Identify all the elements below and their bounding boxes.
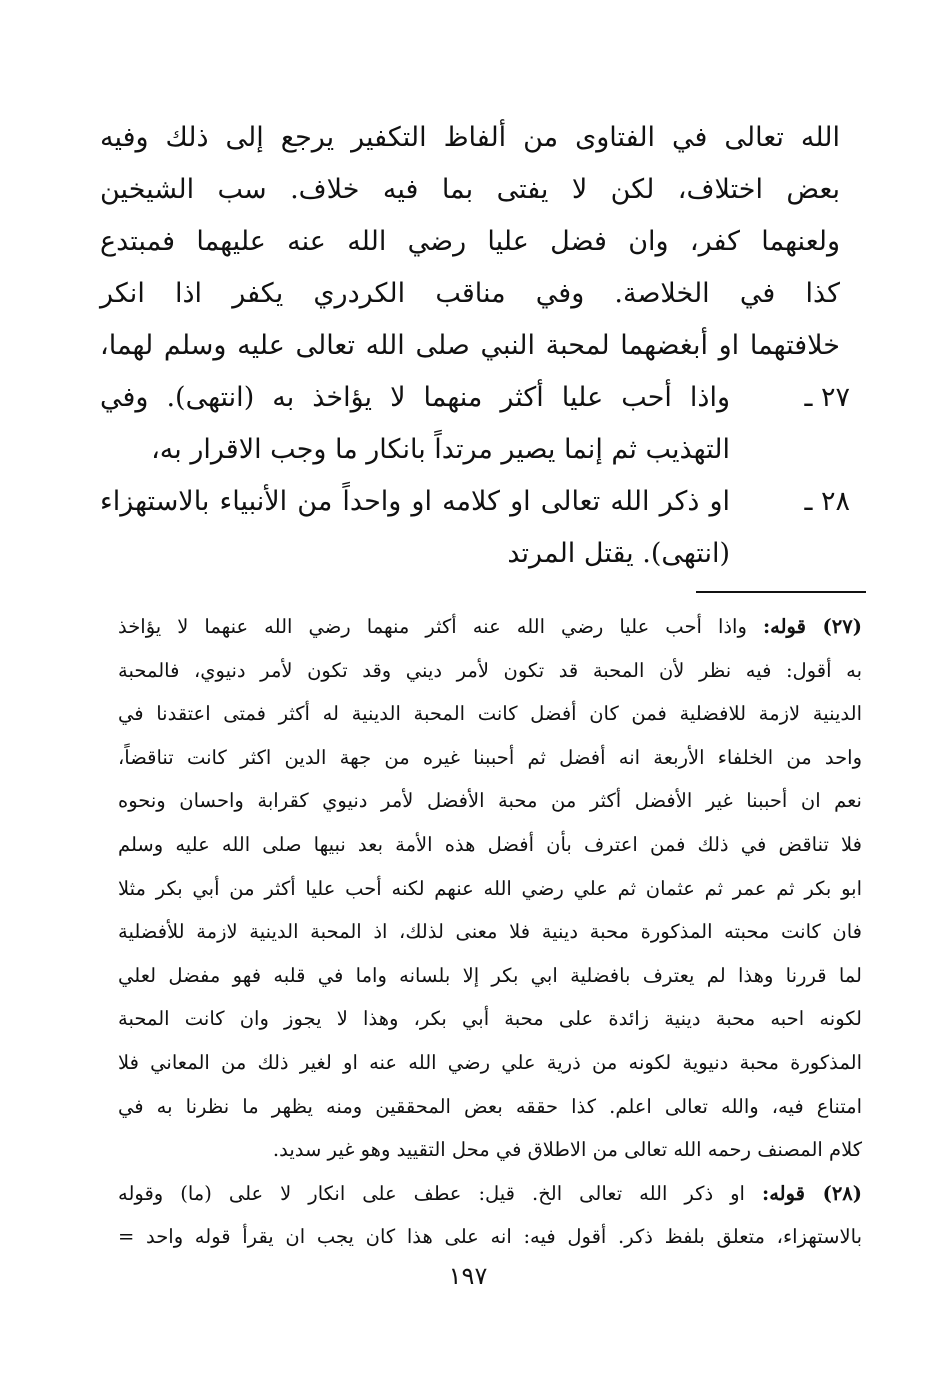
footnote-27-line: واحد من الخلفاء الأربعة انه أفضل ثم أحببنا غيره من جهة الدين اكثر كانت تناقضاً،	[118, 745, 862, 769]
item-27-line-2: التهذيب ثم إنما يصير مرتداً بانكار ما وجب الاقرار به،	[151, 434, 730, 465]
footnote-27-line: لكونه احبه محبة دينية زائدة على محبة أبي بكر، وهذا لا يجوز وان كانت المحبة	[118, 1007, 862, 1031]
footnotes-block	[118, 605, 862, 1259]
footnote-27-first-line	[118, 605, 862, 649]
item-27-line-1: واذا أحب عليا أكثر منهما لا يؤاخذ به (انتهى). وفي	[100, 382, 730, 413]
main-text-block	[100, 112, 850, 580]
footnote-28-line: بالاستهزاء، متعلق بلفظ ذكر. أقول فيه: انه على هذا كان يجب ان يقرأ قوله واحد =	[118, 1225, 862, 1249]
item-28	[100, 476, 850, 580]
footnote-27-line: فان كانت محبته المذكورة محبة دينية فلا معنى لذلك، اذ المحبة الدينية لازمة للأفضلية	[118, 920, 862, 944]
footnote-27-line: ابو بكر ثم عمر ثم عثمان ثم علي رضي الله عنهم لكنه أحب عليا أكثر من أبي بكر مثلا	[118, 876, 862, 900]
page-number: ١٩٧	[448, 1262, 488, 1290]
footnote-28-first-line	[118, 1172, 862, 1216]
item-28-line-1: او ذكر الله تعالى او كلامه او واحداً من الأنبياء بالاستهزاء	[100, 486, 730, 517]
footnote-27-label: (٢٧) قوله:	[762, 615, 862, 638]
footnote-28-first-text: او ذكر الله تعالى الخ. قيل: عطف على انكار لا على (ما) وقوله	[118, 1181, 745, 1205]
footnote-27-line: نعم ان أحببنا غير الأفضل أكثر من محبة الأفضل لأمر دنيوي كقرابة واحسان ونحوه	[118, 789, 862, 813]
item-27	[100, 372, 850, 476]
footnote-27-first-text: واذا أحب عليا رضي الله عنه أكثر منهما رضي الله عنهما لا يؤاخذ	[118, 615, 747, 638]
item-28-number: ٢٨ ـ	[804, 486, 850, 517]
main-line-4: كذا في الخلاصة. وفي مناقب الكردري يكفر اذا انكر	[100, 278, 840, 309]
footnote-27-line: الدينية لازمة للافضلية فمن كان أفضل كانت المحبة الدينية له أكثر فمتى اعتقدنا في	[118, 702, 862, 726]
footnote-27-line: كلام المصنف رحمه الله تعالى من الاطلاق في محل التقييد وهو غير سديد.	[272, 1138, 862, 1162]
footnote-27-line: به أقول: فيه نظر لأن المحبة قد تكون لأمر ديني وقد تكون لأمر دنيوي، فالمحبة	[118, 658, 862, 682]
footnote-27-line: المذكورة محبة دنيوية لكونه من ذرية علي رضي الله عنه او لغير ذلك من المعاني فلا	[118, 1050, 862, 1074]
footnote-separator	[696, 591, 866, 593]
item-28-line-2: (انتهى). يقتل المرتد	[507, 538, 730, 569]
footnote-27-line: لما قررنا وهذا لم يعترف بافضلية ابي بكر إلا بلسانه واما في قلبه فهو مفضل لعلي	[118, 963, 862, 987]
main-line-1: الله تعالى في الفتاوى من ألفاظ التكفير يرجع إلى ذلك وفيه	[100, 122, 840, 153]
item-27-number: ٢٧ ـ	[804, 382, 850, 413]
main-line-5: خلافتهما او أبغضهما لمحبة النبي صلى الله تعالى عليه وسلم لهما،	[100, 330, 840, 361]
footnote-27-line: امتناع فيه، والله تعالى اعلم. كذا حققه بعض المحققين ومنه يظهر ما نظرنا به في	[118, 1094, 862, 1118]
footnote-27-line: فلا تناقض في ذلك فمن اعترف بأن أفضل هذه الأمة بعد نبيها صلى الله عليه وسلم	[118, 832, 862, 856]
footnote-28-label: (٢٨) قوله:	[762, 1181, 863, 1205]
main-line-2: بعض اختلاف، لكن لا يفتى بما فيه خلاف. سب الشيخين	[100, 174, 840, 205]
main-line-3: ولعنهما كفر، وان فضل عليا رضي الله عنه عليهما فمبتدع	[100, 226, 840, 257]
